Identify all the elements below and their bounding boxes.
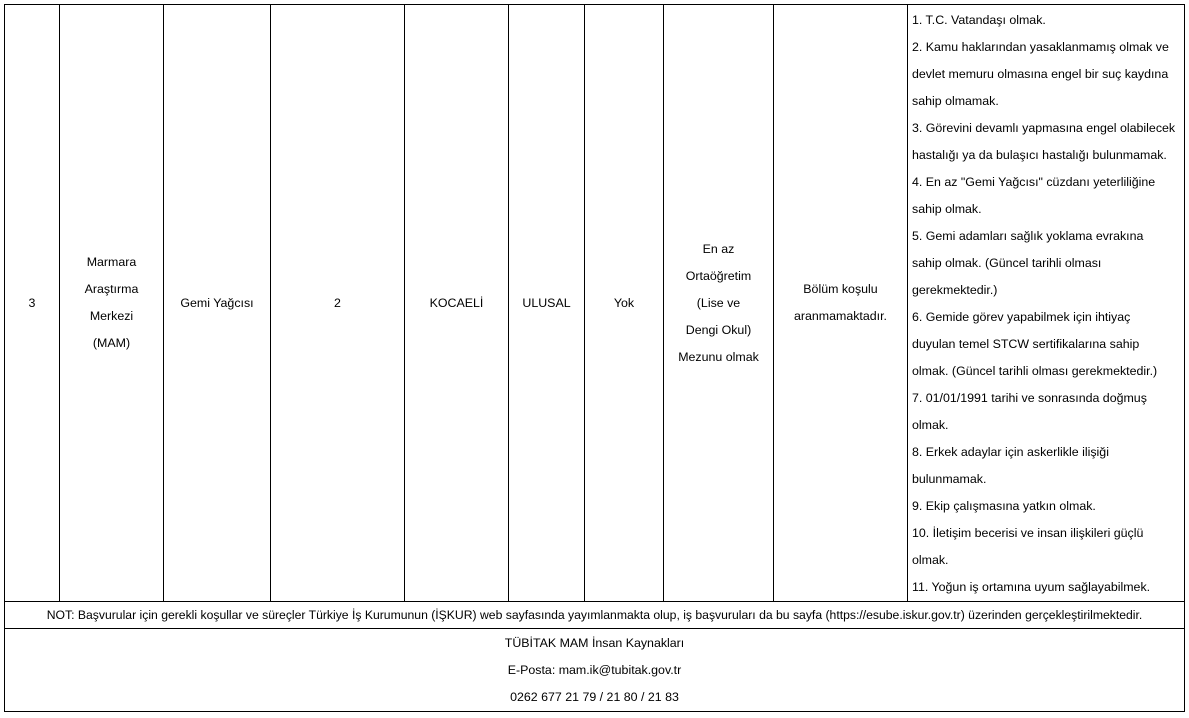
department-line: Bölüm koşulu <box>803 282 878 296</box>
requirement-line: hastalığı ya da bulaşıcı hastalığı bulunmamak. <box>912 148 1167 162</box>
requirement-line: 10. İletişim becerisi ve insan ilişkileri güçlü <box>912 526 1144 540</box>
contact-row <box>5 629 1185 712</box>
exam-cell: Yok <box>585 5 664 602</box>
requirement-line: gerekmektedir.) <box>912 283 998 297</box>
education-line: Mezunu olmak <box>678 349 759 364</box>
requirement-line: 6. Gemide görev yapabilmek için ihtiyaç <box>912 310 1131 324</box>
requirement-line: olmak. (Güncel tarihli olması gerekmektedir.) <box>912 364 1158 378</box>
requirement-line: 8. Erkek adaylar için askerlikle ilişiği <box>912 445 1109 459</box>
requirement-line: 9. Ekip çalışmasına yatkın olmak. <box>912 499 1096 513</box>
type-cell: ULUSAL <box>509 5 585 602</box>
requirement-line: 2. Kamu haklarından yasaklanmamış olmak ve <box>912 40 1169 54</box>
note-row <box>5 602 1185 629</box>
contact-phone: 0262 677 21 79 / 21 80 / 21 83 <box>510 689 679 704</box>
requirement-line: olmak. <box>912 418 949 432</box>
unit-line: (MAM) <box>92 336 131 350</box>
requirement-line: devlet memuru olmasına engel bir suç kaydına <box>912 67 1169 81</box>
requirements-cell <box>908 5 1185 602</box>
requirement-line: 11. Yoğun iş ortamına uyum sağlayabilmek. <box>912 580 1151 594</box>
table-row <box>5 5 1185 602</box>
education-line: Dengi Okul) <box>685 322 752 337</box>
unit-cell <box>60 5 164 602</box>
unit-line: Araştırma <box>84 282 139 296</box>
contact-org: TÜBİTAK MAM İnsan Kaynakları <box>504 635 685 650</box>
requirement-line: 5. Gemi adamları sağlık yoklama evrakına <box>912 229 1144 243</box>
row-number: 3 <box>5 5 60 602</box>
education-line: (Lise ve <box>696 295 741 310</box>
position-cell: Gemi Yağcısı <box>164 5 271 602</box>
requirement-line: sahip olmak. (Güncel tarihli olması <box>912 256 1102 270</box>
requirement-line: 1. T.C. Vatandaşı olmak. <box>912 13 1046 27</box>
requirement-line: 7. 01/01/1991 tarihi ve sonrasında doğmuş <box>912 391 1147 405</box>
unit-line: Marmara <box>86 255 137 269</box>
job-listing-table <box>4 4 1185 712</box>
department-cell <box>774 5 908 602</box>
contact-email: E-Posta: mam.ik@tubitak.gov.tr <box>507 662 682 677</box>
city-cell: KOCAELİ <box>405 5 509 602</box>
requirement-line: 3. Görevini devamlı yapmasına engel olabilecek <box>912 121 1176 135</box>
department-line: aranmamaktadır. <box>794 309 887 323</box>
education-line: Ortaöğretim <box>685 268 752 283</box>
requirement-line: sahip olmak. <box>912 202 982 216</box>
education-line: En az <box>702 241 735 256</box>
unit-line: Merkezi <box>89 309 134 323</box>
note-text: NOT: Başvurular için gerekli koşullar ve süreçler Türkiye İş Kurumunun (İŞKUR) web sayfasında yayımlanmakta olup, iş başvuruları da bu sayfa (https://esube.iskur.gov.tr) üzerinden gerçekleştirilmektedir. <box>5 602 1185 629</box>
requirement-line: sahip olmamak. <box>912 94 999 108</box>
contact-cell <box>5 629 1185 712</box>
job-listing-table-wrapper <box>4 4 1185 712</box>
requirement-line: bulunmamak. <box>912 472 987 486</box>
requirement-line: duyulan temel STCW sertifikalarına sahip <box>912 337 1140 351</box>
count-cell: 2 <box>271 5 405 602</box>
requirement-line: 4. En az "Gemi Yağcısı" cüzdanı yeterliliğine <box>912 175 1156 189</box>
education-cell <box>664 5 774 602</box>
requirement-line: olmak. <box>912 553 949 567</box>
